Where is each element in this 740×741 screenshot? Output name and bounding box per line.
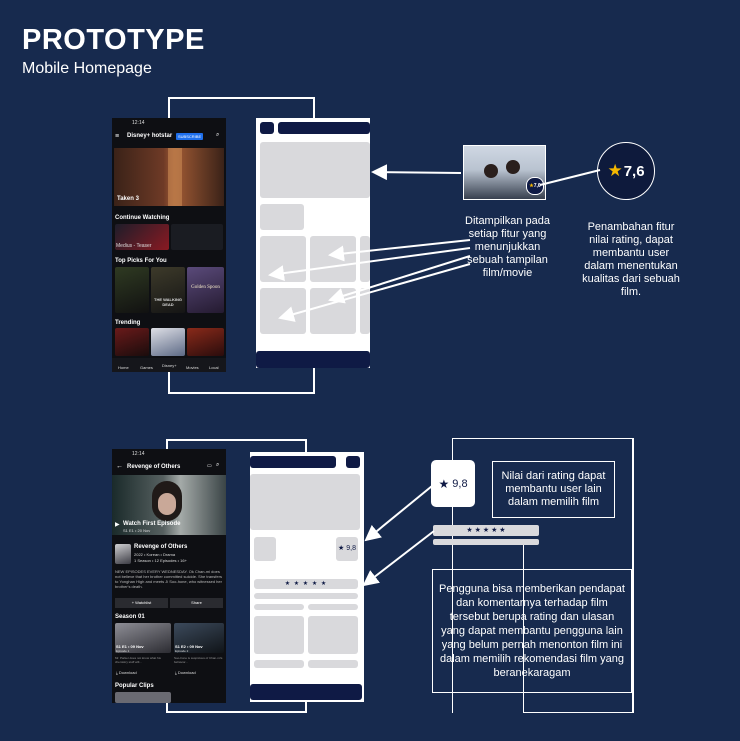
download-icon: ⤓: [116, 670, 118, 675]
top-picks-heading: Top Picks For You: [115, 258, 167, 264]
episode-1-desc: Mr. Parker does not know what his chemistry stuff will...: [115, 656, 161, 664]
pick-title-2: THE WALKING DEAD: [154, 297, 182, 307]
back-arrow-icon[interactable]: ←: [116, 463, 123, 470]
status-time: 12:14: [132, 120, 145, 126]
tab-home[interactable]: Home: [118, 365, 129, 370]
watch-first-label[interactable]: Watch First Episode: [123, 521, 181, 527]
tab-disney[interactable]: Disney+: [162, 363, 177, 368]
show-description: NEW EPISODES EVERY WEDNESDAY. Ok Chan-mi does not believe that her brother committed suicide. She transfers to Yonghan High and meets Ji Soo-hone, who witnessed her brother's death.: [115, 569, 222, 589]
trending-heading: Trending: [115, 320, 141, 326]
annotation-rating-value: Nilai dari rating dapat membantu user lain dalam memilih film: [492, 461, 615, 518]
episode-2-sub: Episode 2: [175, 649, 189, 653]
continue-item-label: Medius - Teaser: [116, 243, 152, 249]
watch-first-sub: S1 E1 • 20 Nov: [123, 528, 151, 533]
annotation-review-feature: Pengguna bisa memberikan pendapat dan komentarnya terhadap film tersebut berupa rating dan ulasan yang dapat membantu pengguna lain yang belum pernah menonton film ini dalam memilih rekomendasi film yang beranekaragam: [432, 569, 632, 693]
detail-title: Revenge of Others: [127, 464, 181, 470]
episode-2-title: S1 E2 • 09 Nov: [175, 644, 203, 649]
app-logo: Disney+ hotstar: [127, 133, 173, 139]
episode-1-sub: Episode 1: [116, 649, 130, 653]
star-icon: ★: [438, 476, 450, 491]
hero-caption: Taken 3: [117, 196, 139, 202]
rating-box-value: 9,8: [452, 477, 468, 490]
download-button-2[interactable]: ⤓ Download: [175, 670, 196, 675]
annotation-display-feature: Ditampilkan pada setiap fitur yang menunjukkan sebuah tampilan film/movie: [465, 215, 550, 279]
popular-clips-heading: Popular Clips: [115, 683, 154, 689]
thumb-rating-badge: ★7,6: [526, 177, 544, 195]
season-heading: Season 01: [115, 614, 145, 620]
search-icon[interactable]: ⌕: [216, 132, 220, 138]
search-icon[interactable]: ⌕: [216, 462, 220, 468]
tab-movies[interactable]: Movies: [186, 365, 199, 370]
star-icon: ★: [338, 545, 345, 552]
episode-2-desc: Soo-hone is suspicious of Chan-mi's behavior...: [174, 656, 223, 664]
wire-star-rating: ★ ★ ★ ★ ★: [254, 579, 358, 589]
wire-rating-badge: ★ 9,8: [336, 537, 358, 561]
star-icon: ★: [607, 161, 623, 180]
page-subtitle: Mobile Homepage: [22, 60, 152, 77]
annotation-rating-feature: Penambahan fitur nilai rating, dapat membantu user dalam menentukan kualitas dari sebuah film.: [582, 221, 680, 298]
star-rating-bar: ★ ★ ★ ★ ★: [433, 525, 539, 536]
watchlist-button[interactable]: + Watchlist: [115, 598, 168, 608]
rating-value: 7,6: [623, 162, 645, 180]
tab-local[interactable]: Local: [209, 365, 219, 370]
episode-1-title: S1 E1 • 09 Nov: [116, 644, 144, 649]
continue-watching-heading: Continue Watching: [115, 215, 170, 221]
download-button-1[interactable]: ⤓ Download: [116, 670, 137, 675]
tab-games[interactable]: Games: [140, 365, 153, 370]
share-button[interactable]: Share: [170, 598, 223, 608]
pick-title-3: Golden Spoon: [191, 285, 220, 290]
menu-icon[interactable]: ≡: [115, 133, 120, 140]
page-title: PROTOTYPE: [22, 24, 205, 56]
download-icon: ⤓: [175, 670, 177, 675]
subscribe-button[interactable]: SUBSCRIBE: [178, 134, 202, 139]
cast-icon[interactable]: ▭: [207, 463, 212, 469]
show-meta: 2022 • Korean • Drama: [134, 552, 176, 557]
show-title: Revenge of Others: [134, 544, 188, 550]
status-time: 12:14: [132, 451, 145, 457]
show-meta-2: 1 Season • 12 Episodes • 16+: [134, 558, 187, 563]
play-icon[interactable]: ▶: [115, 522, 120, 528]
